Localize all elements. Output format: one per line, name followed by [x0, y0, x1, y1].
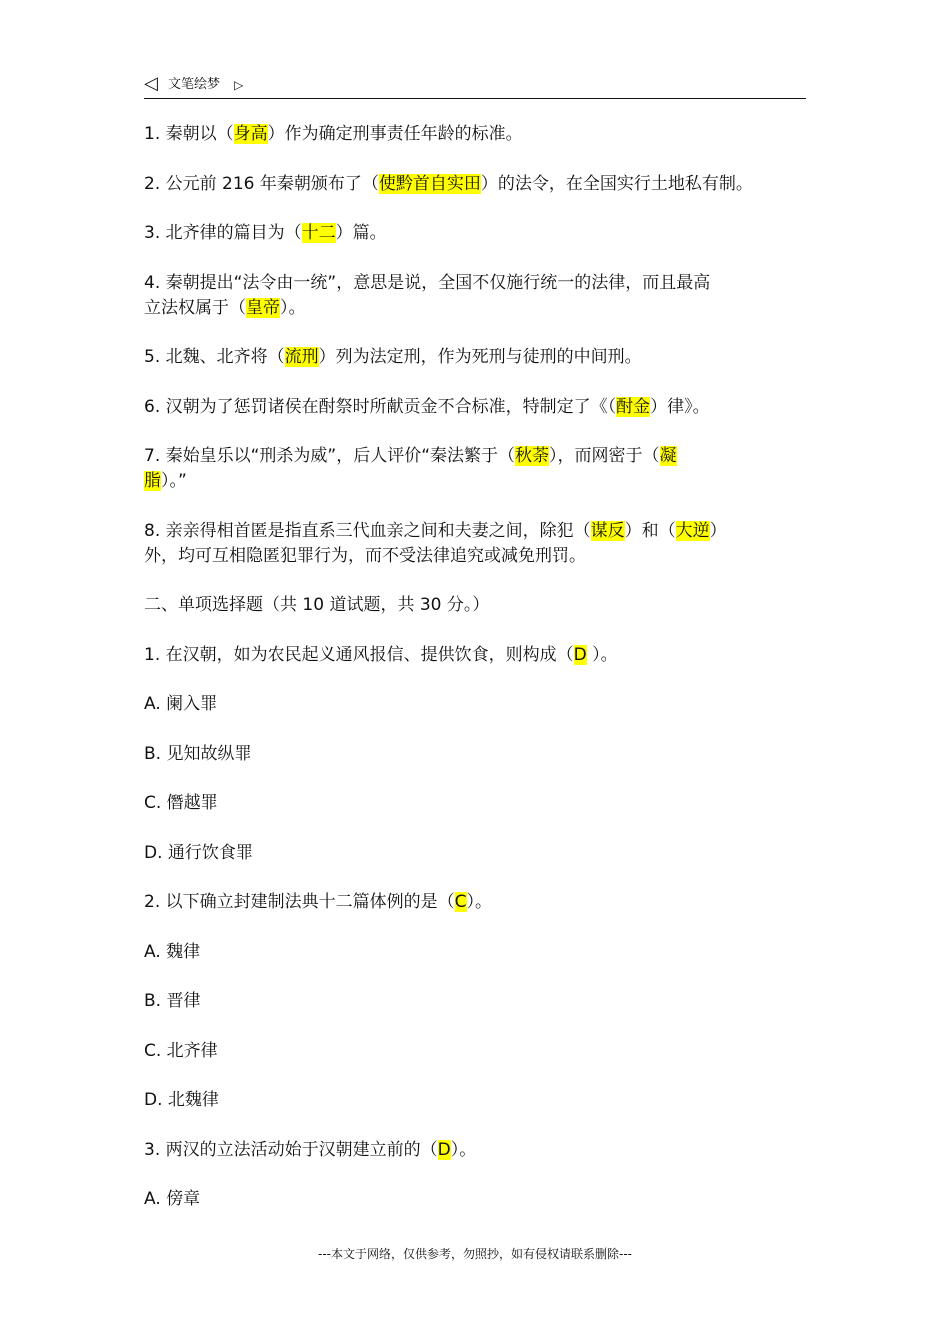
option: B. 见知故纵罪 — [144, 743, 252, 764]
answer-highlight: 凝 — [659, 446, 677, 466]
answer-highlight: 谋反 — [590, 520, 625, 541]
section-heading: 二、单项选择题（共 10 道试题，共 30 分。） — [144, 595, 490, 615]
fill-item-1: 1. 秦朝以（身高）作为确定刑事责任年龄的标准。 — [144, 124, 523, 144]
fill-item-5: 5. 北魏、北齐将（流刑）列为法定刑，作为死刑与徒刑的中间刑。 — [144, 347, 642, 367]
answer-highlight: 脂 — [144, 471, 161, 491]
fill-item-8: 8. 亲亲得相首匿是指直系三代血亲之间和夫妻之间，除犯（谋反）和（大逆） 外，均可互相隐匿犯罪行为，而不受法律追究或减免刑罚。 — [144, 520, 727, 566]
answer-highlight: 皇帝 — [246, 297, 280, 318]
option: C. 北齐律 — [144, 1040, 218, 1061]
answer-highlight: C — [454, 892, 467, 912]
answer-highlight: 使黔首自实田 — [378, 173, 481, 194]
option: D. 通行饮食罪 — [144, 842, 253, 863]
question-2: 2. 以下确立封建制法典十二篇体例的是（C）。 — [144, 892, 492, 912]
page-footer: ---本文于网络，仅供参考，勿照抄，如有侵权请联系删除--- — [318, 1247, 632, 1261]
option: A. 傍章 — [144, 1189, 201, 1209]
answer-highlight: D — [437, 1139, 451, 1160]
answer-highlight: 十二 — [301, 223, 336, 243]
answer-highlight: 大逆 — [675, 520, 710, 541]
option: A. 魏律 — [144, 941, 201, 962]
fill-item-4: 4. 秦朝提出“法令由一统”，意思是说，全国不仅施行统一的法律，而且最高 立法权属于（皇帝）。 — [144, 272, 711, 318]
fill-item-3: 3. 北齐律的篇目为（十二）篇。 — [144, 223, 387, 243]
option: B. 晋律 — [144, 991, 201, 1011]
fill-item-2: 2. 公元前 216 年秦朝颁布了（使黔首自实田）的法令，在全国实行土地私有制。 — [144, 173, 753, 194]
answer-highlight: 流刑 — [284, 347, 319, 367]
fill-item-7: 7. 秦始皇乐以“刑杀为威”，后人评价“秦法繁于（秋荼），而网密于（凝 脂）。” — [144, 446, 677, 491]
answer-highlight: D — [573, 644, 587, 665]
question-1: 1. 在汉朝，如为农民起义通风报信、提供饮食，则构成（D ）。 — [144, 644, 618, 665]
right-triangle-icon: ▷ — [234, 78, 244, 92]
page-header — [144, 74, 806, 99]
option: D. 北魏律 — [144, 1090, 219, 1110]
fill-item-6: 6. 汉朝为了惩罚诸侯在酎祭时所献贡金不合标准，特制定了《（酎金）律》。 — [144, 396, 710, 417]
answer-highlight: 秋荼 — [515, 446, 550, 466]
option: C. 僭越罪 — [144, 793, 218, 813]
document-body — [144, 122, 834, 1237]
brand-name: 文笔绘梦 — [168, 77, 221, 92]
question-3: 3. 两汉的立法活动始于汉朝建立前的（D）。 — [144, 1139, 477, 1160]
answer-highlight: 酎金 — [616, 396, 651, 417]
left-triangle-icon: ◁ — [144, 73, 158, 94]
option: A. 阑入罪 — [144, 694, 218, 714]
answer-highlight: 身高 — [233, 124, 268, 144]
